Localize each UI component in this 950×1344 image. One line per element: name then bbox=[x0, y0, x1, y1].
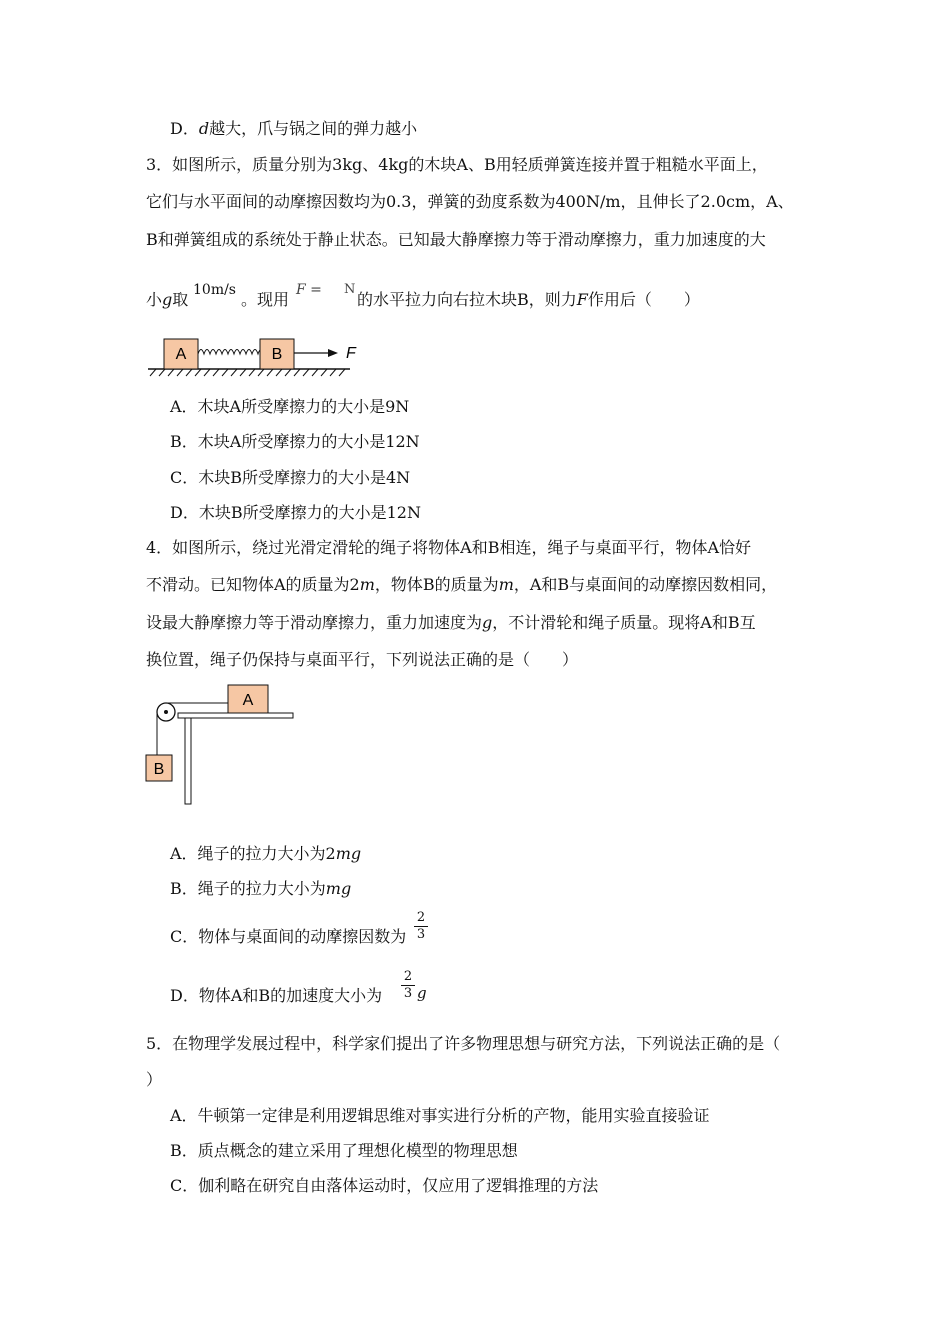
var-g: g bbox=[417, 984, 427, 1002]
q4-line-2: 不滑动。已知物体A的质量为2m，物体B的质量为m，A和B与桌面间的动摩擦因数相同， bbox=[146, 575, 778, 594]
block-b-label: B bbox=[271, 346, 283, 363]
q4-line-1: 4．如图所示，绕过光滑定滑轮的绳子将物体A和B相连，绳子与桌面平行，物体A恰好 bbox=[146, 538, 752, 557]
block-a-label: A bbox=[242, 692, 254, 709]
q3-line-4: 小g取 bbox=[146, 290, 189, 309]
q3-line-4-now: 。现用 bbox=[241, 290, 290, 309]
q5-option-a: A．牛顿第一定律是利用逻辑思维对事实进行分析的产物，能用实验直接验证 bbox=[170, 1106, 710, 1125]
q3-option-b: B．木块A所受摩擦力的大小是12N bbox=[170, 432, 420, 451]
block-b-label: B bbox=[153, 761, 165, 778]
f-expression: F = bbox=[296, 282, 322, 298]
q5-option-c: C．伽利略在研究自由落体运动时，仅应用了逻辑推理的方法 bbox=[170, 1176, 599, 1195]
var-g: g bbox=[162, 290, 173, 309]
q4-option-c: C．物体与桌面间的动摩擦因数为 bbox=[170, 927, 407, 946]
var-F: F bbox=[576, 290, 588, 309]
fraction-two-thirds: 2 3 bbox=[414, 911, 428, 942]
q3-option-c: C．木块B所受摩擦力的大小是4N bbox=[170, 468, 411, 487]
q4-figure bbox=[140, 680, 300, 810]
ground-hatch bbox=[150, 369, 345, 376]
q5-line-2: ） bbox=[146, 1070, 163, 1089]
force-arrowhead bbox=[328, 349, 338, 357]
fraction-two-thirds: 2 3 bbox=[401, 970, 415, 1001]
q4-option-b: B．绳子的拉力大小为mg bbox=[170, 879, 352, 898]
table-leg bbox=[185, 718, 191, 804]
g-value: 10m/s bbox=[193, 282, 236, 298]
force-label: F bbox=[346, 345, 356, 362]
q5-line-1: 5．在物理学发展过程中，科学家们提出了许多物理思想与研究方法，下列说法正确的是（ bbox=[146, 1034, 781, 1053]
option-text: 越大，爪与锅之间的弹力越小 bbox=[209, 119, 418, 138]
block-a-label: A bbox=[175, 346, 187, 363]
q2-option-d bbox=[170, 118, 417, 140]
spring bbox=[198, 350, 264, 355]
q3-line-1: 3．如图所示，质量分别为3kg、4kg的木块A、B用轻质弹簧连接并置于粗糙水平面上， bbox=[146, 155, 768, 174]
q3-line-4-rest: 的水平拉力向右拉木块B，则力F作用后（ ） bbox=[357, 290, 700, 309]
q3-line-3: B和弹簧组成的系统处于静止状态。已知最大静摩擦力等于滑动摩擦力，重力加速度的大 bbox=[146, 230, 766, 249]
option-label: D． bbox=[170, 119, 199, 138]
q4-line-4: 换位置，绳子仍保持与桌面平行，下列说法正确的是（ ） bbox=[146, 650, 579, 669]
q3-figure bbox=[140, 332, 370, 382]
n-unit: N bbox=[344, 282, 356, 297]
pulley-axle bbox=[164, 710, 168, 714]
table-top bbox=[178, 713, 293, 718]
q3-option-d: D．木块B所受摩擦力的大小是12N bbox=[170, 503, 421, 522]
q4-option-a: A．绳子的拉力大小为2mg bbox=[170, 844, 362, 863]
var-d: d bbox=[198, 119, 210, 138]
q4-line-3: 设最大静摩擦力等于滑动摩擦力，重力加速度为g，不计滑轮和绳子质量。现将A和B互 bbox=[146, 613, 756, 632]
q5-option-b: B．质点概念的建立采用了理想化模型的物理思想 bbox=[170, 1141, 518, 1160]
q3-option-a: A．木块A所受摩擦力的大小是9N bbox=[170, 397, 410, 416]
q4-option-d: D．物体A和B的加速度大小为 bbox=[170, 986, 383, 1005]
q3-line-2: 它们与水平面间的动摩擦因数均为0.3，弹簧的劲度系数为400N/m，且伸长了2.0cm，A、 bbox=[146, 192, 794, 211]
